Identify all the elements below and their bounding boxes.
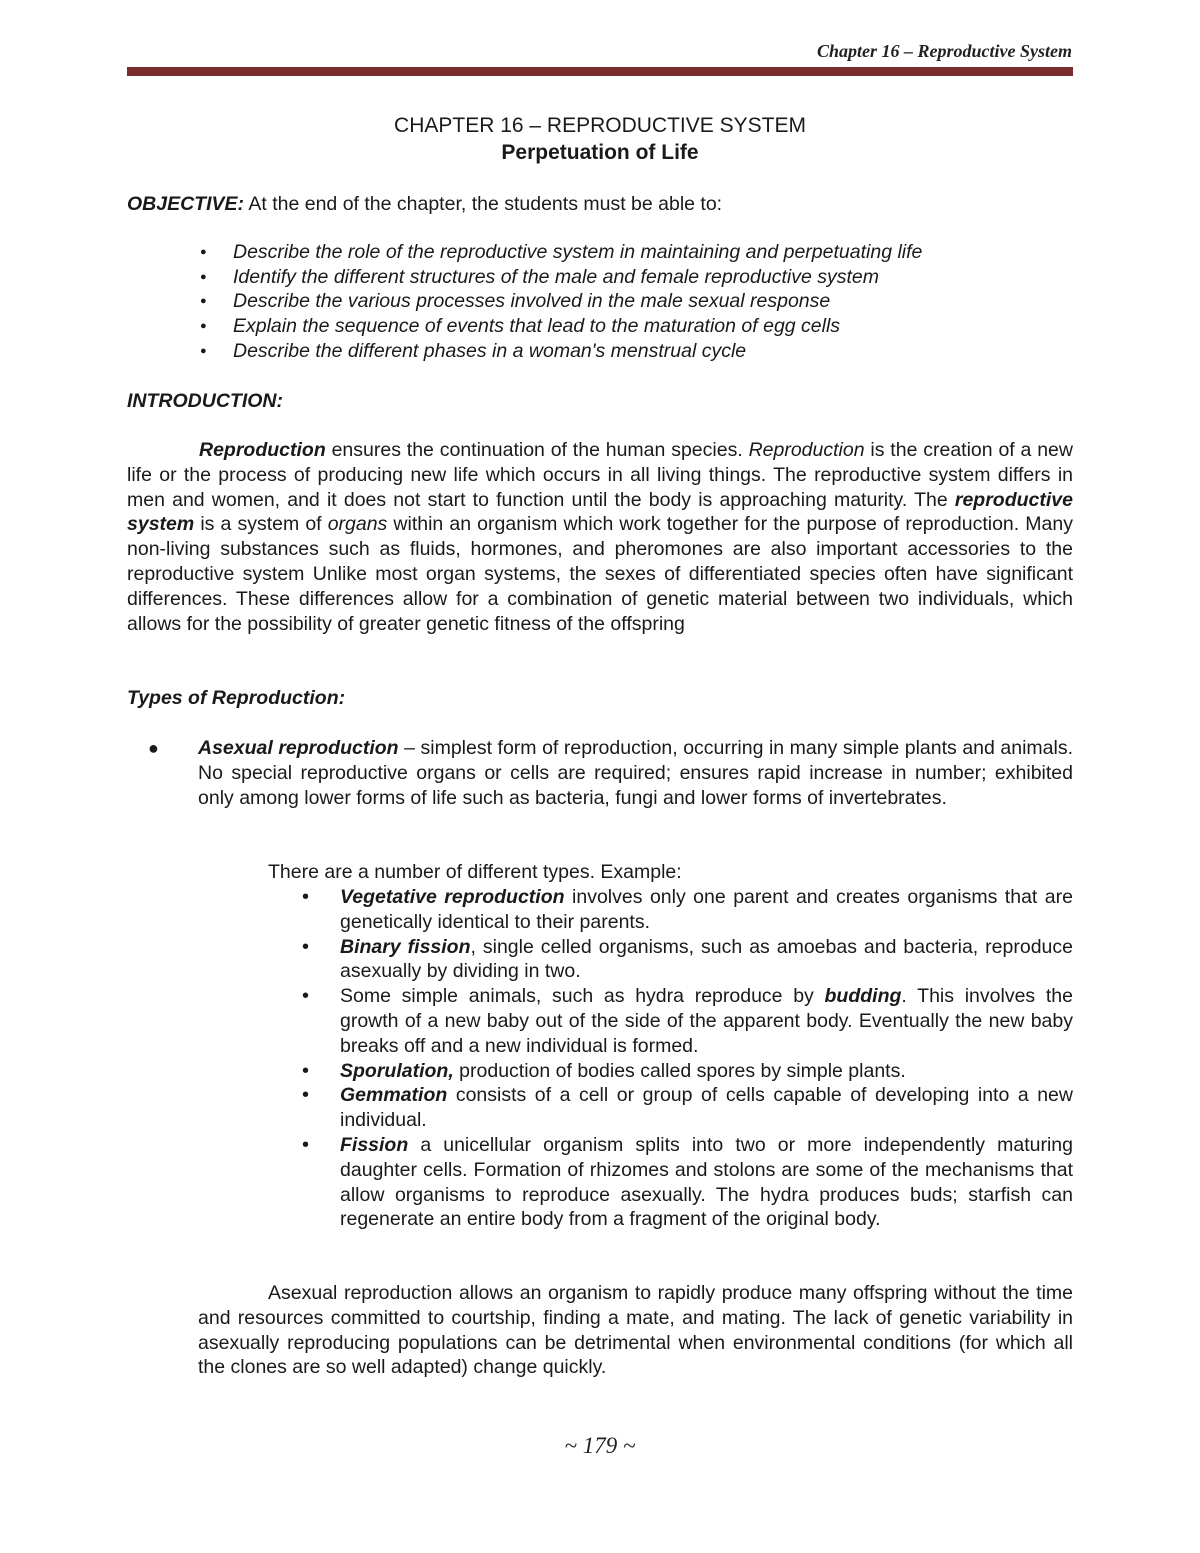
term-reproductive-system: reproductive system <box>127 488 1073 536</box>
introduction-paragraph <box>127 438 1073 636</box>
objective-item: ● Describe the role of the reproductive system in maintaining and perpetuating life <box>200 240 1070 265</box>
term-asexual-reproduction: Asexual reproduction <box>198 737 399 759</box>
bullet-icon: ● <box>148 738 159 758</box>
closing-paragraph: Asexual reproduction allows an organism to rapidly produce many offspring without the time and resources committed to courtship, finding a mate, and mating. The lack of genetic variability in asexually reproducing populations can be detrimental when environmental conditions (for which all the clones are so well adapted) change quickly. <box>198 1282 1073 1379</box>
introduction-heading: INTRODUCTION: <box>127 390 283 412</box>
objective-line <box>127 192 1073 217</box>
examples-list <box>302 885 1073 1232</box>
asexual-text: – simplest form of reproduction, occurring in many simple plants and animals. No special reproductive organs or cells are required; ensures rapid increase in number; exhibited only among lower forms of life such as bacteria, fungi and lower forms of invertebrates. <box>198 737 1073 809</box>
running-header: Chapter 16 – Reproductive System <box>817 41 1072 61</box>
example-item: • Some simple animals, such as hydra reproduce by budding. This involves the growth of a new baby out of the side of the apparent body. Eventually the new baby breaks off and a new individual is formed. <box>302 984 1073 1058</box>
example-term: budding <box>824 985 902 1008</box>
page-number: ~ 179 ~ <box>564 1433 636 1458</box>
example-item: • Binary fission, single celled organisms, such as amoebas and bacteria, reproduce asexually by dividing in two. <box>302 935 1073 985</box>
example-item: • Sporulation, production of bodies called spores by simple plants. <box>302 1059 1073 1084</box>
example-item: • Fission a unicellular organism splits into two or more independently maturing daughter cells. Formation of rhizomes and stolons are some of the mechanisms that allow organisms to reproduce asexually. The hydra produces buds; starfish can regenerate an entire body from a fragment of the original body. <box>302 1133 1073 1232</box>
objective-label: OBJECTIVE: <box>127 193 245 215</box>
objective-list <box>200 240 1070 363</box>
term-reproduction-2: Reproduction <box>748 439 865 461</box>
example-item: • Vegetative reproduction involves only one parent and creates organisms that are genetically identical to their parents. <box>302 885 1073 935</box>
example-term: Vegetative reproduction <box>340 886 565 908</box>
example-term: Binary fission <box>340 935 471 958</box>
objective-item: ● Describe the different phases in a woman's menstrual cycle <box>200 339 1070 364</box>
example-term: Gemmation <box>340 1084 448 1107</box>
term-reproduction: Reproduction <box>199 439 326 461</box>
example-item: • Gemmation consists of a cell or group of cells capable of developing into a new individual. <box>302 1083 1073 1133</box>
objective-item: ● Describe the various processes involved in the male sexual response <box>200 289 1070 314</box>
intro-text-d: within an organism which work together for the purpose of reproduction. Many non-living substances such as fluids, hormones, and pheromones are also important accessories to the reproductive system Unlike most organ systems, the sexes of differentiated species often have significant differences. These differences allow for a combination of genetic material between two individuals, which allows for the possibility of greater genetic fitness of the offspring <box>127 513 1073 635</box>
examples-intro: There are a number of different types. Example: <box>268 861 682 883</box>
asexual-paragraph <box>198 736 1073 810</box>
objective-text: At the end of the chapter, the students must be able to: <box>244 193 723 215</box>
objective-item: ● Explain the sequence of events that lead to the maturation of egg cells <box>200 314 1070 339</box>
example-term: Fission <box>340 1133 409 1156</box>
header-rule <box>127 67 1073 76</box>
chapter-subtitle: Perpetuation of Life <box>501 141 699 164</box>
chapter-title: CHAPTER 16 – REPRODUCTIVE SYSTEM <box>394 114 806 137</box>
example-term: Sporulation, <box>340 1059 454 1082</box>
objective-item: ● Identify the different structures of the male and female reproductive system <box>200 265 1070 290</box>
intro-text-c: is a system of <box>194 513 328 536</box>
intro-text-b: is the creation of a new life or the process of producing new life which occurs in all living things. The reproductive system differs in men and women, and it does not start to function until the body is approaching maturity. The <box>127 439 1073 511</box>
intro-text-a: ensures the continuation of the human species. <box>325 439 749 461</box>
term-organs: organs <box>327 513 388 536</box>
types-heading: Types of Reproduction: <box>127 687 346 709</box>
